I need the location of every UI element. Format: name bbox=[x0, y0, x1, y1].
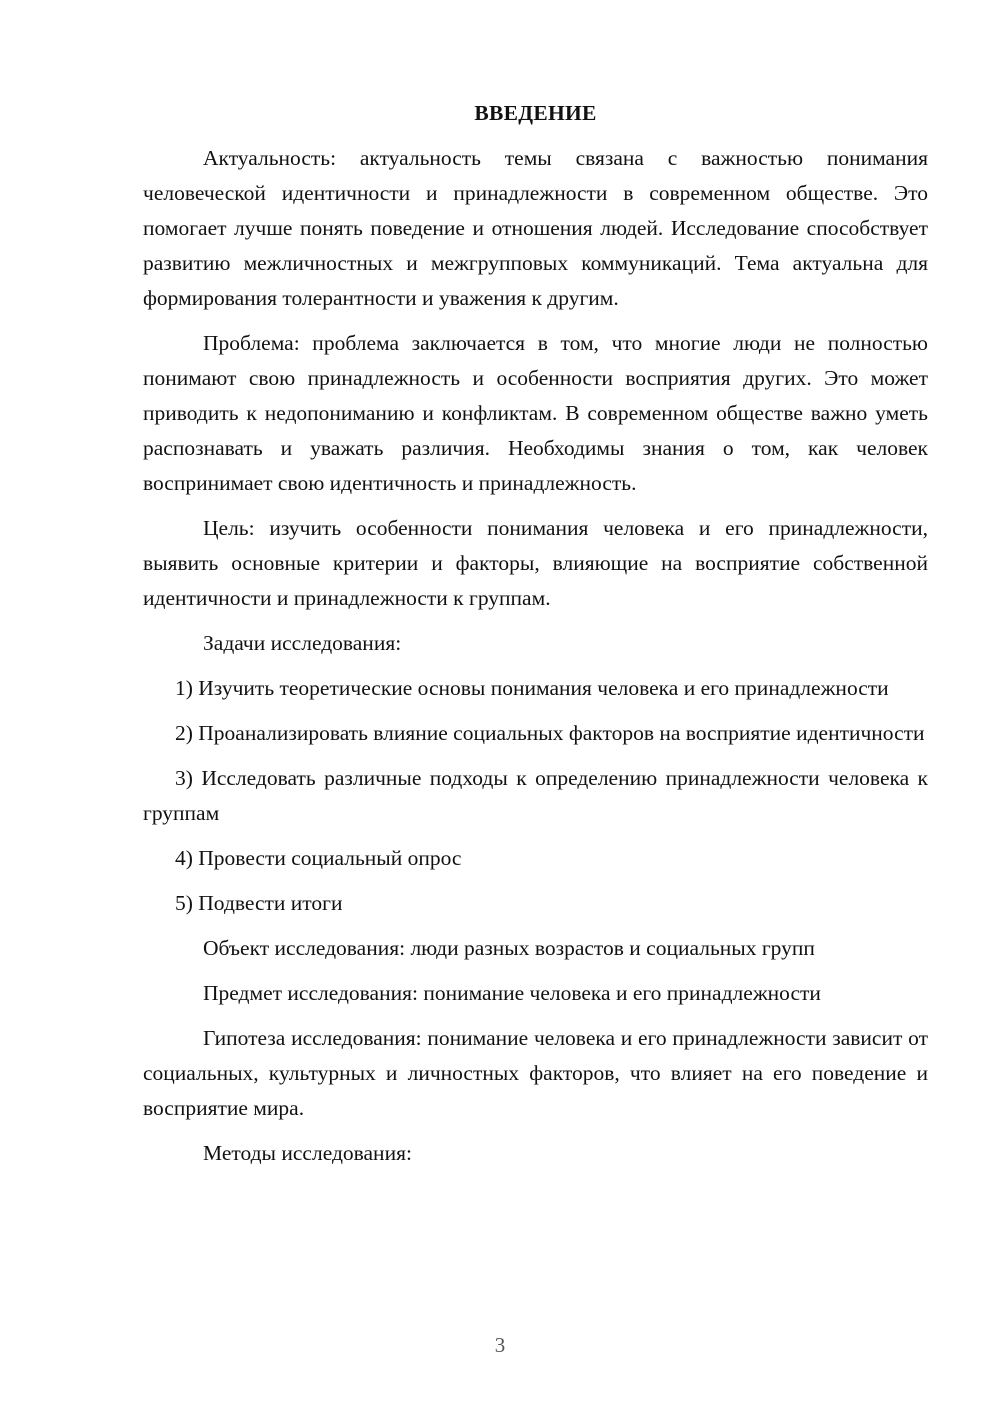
section-title: ВВЕДЕНИЕ bbox=[474, 101, 597, 125]
tasks-heading: Задачи исследования: bbox=[203, 631, 402, 655]
task-item-3: 3) Исследовать различные подходы к определению принадлежности человека к группам bbox=[143, 766, 928, 825]
document-page bbox=[143, 96, 928, 1181]
task-item-5: 5) Подвести итоги bbox=[175, 891, 343, 915]
paragraph-hypothesis: Гипотеза исследования: понимание человека и его принадлежности зависит от социальных, культурных и личностных факторов, что влияет на его поведение и восприятие мира. bbox=[143, 1026, 928, 1120]
paragraph-object: Объект исследования: люди разных возрастов и социальных групп bbox=[203, 936, 815, 960]
paragraph-relevance: Актуальность: актуальность темы связана с важностью понимания человеческой идентичности и принадлежности в современном обществе. Это помогает лучше понять поведение и отношения людей. Исследование способствует развитию межличностных и межгрупповых коммуникаций. Тема актуальна для формирования толерантности и уважения к другим. bbox=[143, 146, 928, 310]
task-item-1: 1) Изучить теоретические основы понимания человека и его принадлежности bbox=[175, 676, 889, 700]
paragraph-subject: Предмет исследования: понимание человека и его принадлежности bbox=[203, 981, 821, 1005]
task-item-4: 4) Провести социальный опрос bbox=[175, 846, 462, 870]
paragraph-methods: Методы исследования: bbox=[203, 1141, 412, 1165]
task-item-2: 2) Проанализировать влияние социальных факторов на восприятие идентичности bbox=[175, 721, 925, 745]
paragraph-problem: Проблема: проблема заключается в том, что многие люди не полностью понимают свою принадлежность и особенности восприятия других. Это может приводить к недопониманию и конфликтам. В современном обществе важно уметь распознавать и уважать различия. Необходимы знания о том, как человек воспринимает свою идентичность и принадлежность. bbox=[143, 331, 928, 495]
page-number: 3 bbox=[494, 1333, 506, 1357]
paragraph-goal: Цель: изучить особенности понимания человека и его принадлежности, выявить основные критерии и факторы, влияющие на восприятие собственной идентичности и принадлежности к группам. bbox=[143, 516, 928, 610]
